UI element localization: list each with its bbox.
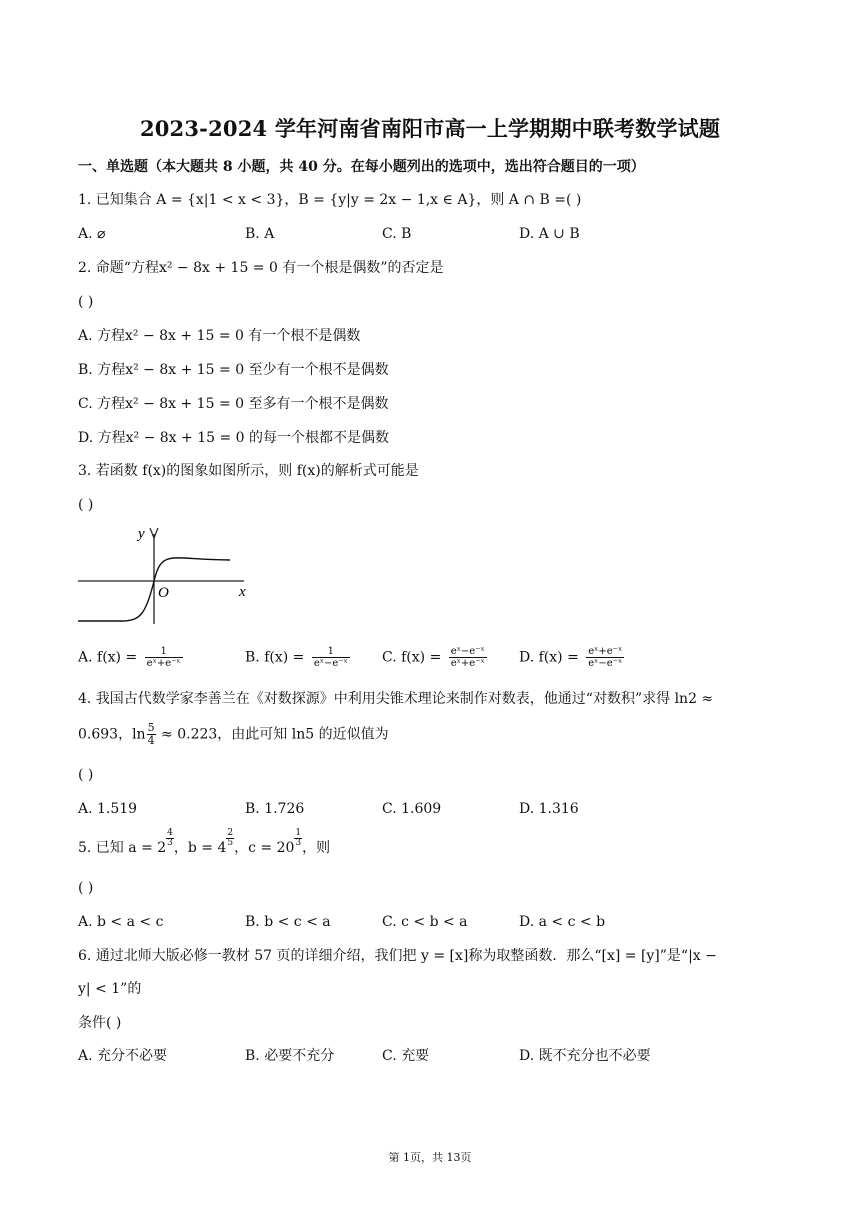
q5-expr-c-exp-num: 1 bbox=[295, 828, 302, 838]
q1-stem: 1. 已知集合 A = {x|1 < x < 3}，B = {y|y = 2x − 1,x ∈ A}，则 A ∩ B =( ) bbox=[78, 192, 582, 208]
q5-option-a: A. b < a < c bbox=[78, 914, 164, 930]
q3-option-c-label: C. f(x) = bbox=[382, 649, 442, 666]
q5-expr-b-exp-num: 2 bbox=[227, 828, 234, 838]
q5-expr-c-base: c = 20 bbox=[248, 840, 295, 856]
q4-stem-line2 bbox=[78, 722, 389, 747]
x-axis-label: x bbox=[239, 584, 246, 600]
q4-fraction-denominator: 4 bbox=[147, 734, 155, 747]
q3-option-d-numerator: eˣ+e⁻ˣ bbox=[588, 646, 623, 657]
q3-option-d-fraction bbox=[586, 646, 624, 669]
q4-stem-line2-end: ≈ 0.223，由此可知 ln5 的近似值为 bbox=[156, 726, 389, 743]
q3-option-c-fraction bbox=[449, 646, 487, 669]
q5-stem bbox=[78, 828, 331, 858]
q3-option-c bbox=[382, 646, 487, 669]
q6-option-d: D. 既不充分也不必要 bbox=[519, 1048, 651, 1064]
q3-option-d-label: D. f(x) = bbox=[519, 649, 579, 666]
q3-option-a bbox=[78, 646, 183, 669]
q5-expr-b-exponent bbox=[226, 829, 234, 848]
q4-option-b: B. 1.726 bbox=[245, 801, 305, 817]
q6-option-a: A. 充分不必要 bbox=[78, 1048, 168, 1064]
q5-expr-a-exp-den: 3 bbox=[167, 838, 173, 848]
q1-option-d: D. A ∪ B bbox=[519, 226, 580, 242]
q5-expr-b-exp-den: 5 bbox=[227, 838, 234, 848]
q3-option-a-numerator: 1 bbox=[145, 646, 183, 658]
q5-expr-a-base: a = 2 bbox=[128, 840, 167, 856]
q6-stem-line3: 条件( ) bbox=[78, 1015, 122, 1031]
q1-option-b: B. A bbox=[245, 226, 275, 242]
q3-option-d-denominator: eˣ−e⁻ˣ bbox=[588, 658, 623, 669]
page-footer: 第 1页，共 13页 bbox=[388, 1151, 472, 1164]
q3-function-graph bbox=[76, 524, 256, 628]
q3-option-a-denominator: eˣ+e⁻ˣ bbox=[146, 658, 181, 669]
origin-label: O bbox=[158, 585, 169, 601]
q3-option-b-label: B. f(x) = bbox=[245, 649, 305, 666]
q5-option-d: D. a < c < b bbox=[519, 914, 606, 930]
q5-expr-c-exp-den: 3 bbox=[295, 838, 302, 848]
q3-option-a-label: A. f(x) = bbox=[78, 649, 138, 666]
q2-option-d: D. 方程x² − 8x + 15 = 0 的每一个根都不是偶数 bbox=[78, 430, 390, 446]
q6-stem-line2: y| < 1”的 bbox=[78, 981, 142, 997]
q3-option-b bbox=[245, 646, 350, 669]
q3-option-c-numerator: eˣ−e⁻ˣ bbox=[450, 646, 485, 657]
q6-option-c: C. 充要 bbox=[382, 1048, 430, 1064]
q6-stem-line1: 6. 通过北师大版必修一教材 57 页的详细介绍，我们把 y = [x]称为取整函数．那么“[x] = [y]”是“|x − bbox=[78, 948, 717, 964]
q5-stem-start: 5. 已知 bbox=[78, 840, 129, 856]
q5-expr-b-base: b = 4 bbox=[187, 840, 227, 856]
q3-option-b-numerator: 1 bbox=[312, 646, 350, 658]
q5-option-b: B. b < c < a bbox=[245, 914, 331, 930]
q5-expr-a-exp-num: 4 bbox=[167, 828, 173, 838]
section-heading: 一、单选题（本大题共 8 小题，共 40 分。在每小题列出的选项中，选出符合题目的一项） bbox=[78, 159, 645, 175]
page-title: 2023-2024 学年河南省南阳市高一上学期期中联考数学试题 bbox=[139, 116, 721, 141]
q1-option-a: A. ⌀ bbox=[78, 226, 106, 242]
q4-stem-line2-start: 0.693，ln bbox=[78, 726, 146, 743]
q3-blank: ( ) bbox=[78, 497, 94, 513]
q4-fraction bbox=[147, 722, 156, 747]
q2-option-b: B. 方程x² − 8x + 15 = 0 至少有一个根不是偶数 bbox=[78, 362, 389, 378]
q6-option-b: B. 必要不充分 bbox=[245, 1048, 335, 1064]
q3-option-b-fraction bbox=[312, 646, 350, 669]
q4-option-d: D. 1.316 bbox=[519, 801, 579, 817]
q5-expr-a-exponent bbox=[166, 829, 174, 848]
y-axis-label: y bbox=[138, 526, 145, 542]
q4-stem-line1: 4. 我国古代数学家李善兰在《对数探源》中利用尖锥术理论来制作对数表，他通过“对数积”求得 ln2 ≈ bbox=[78, 691, 714, 707]
q1-option-c: C. B bbox=[382, 226, 412, 242]
y-axis-arrow bbox=[150, 528, 158, 538]
q5-expr-a-sep: ， bbox=[173, 840, 188, 856]
q5-expr-c-exponent bbox=[294, 829, 302, 848]
q5-blank: ( ) bbox=[78, 880, 94, 896]
q3-stem: 3. 若函数 f(x)的图象如图所示，则 f(x)的解析式可能是 bbox=[78, 463, 419, 479]
q2-stem: 2. 命题“方程x² − 8x + 15 = 0 有一个根是偶数”的否定是 bbox=[78, 260, 444, 276]
q5-expr-c-sep: ，则 bbox=[302, 840, 331, 856]
q4-blank: ( ) bbox=[78, 767, 94, 783]
q3-option-d bbox=[519, 646, 624, 669]
q3-option-a-fraction bbox=[145, 646, 183, 669]
q2-blank: ( ) bbox=[78, 294, 94, 310]
q3-option-c-denominator: eˣ+e⁻ˣ bbox=[450, 658, 485, 669]
q4-option-c: C. 1.609 bbox=[382, 801, 442, 817]
q4-option-a: A. 1.519 bbox=[78, 801, 138, 817]
q4-fraction-numerator: 5 bbox=[147, 721, 155, 734]
q5-expr-b-sep: ， bbox=[234, 840, 249, 856]
q3-option-b-denominator: eˣ−e⁻ˣ bbox=[313, 658, 348, 669]
q2-option-a: A. 方程x² − 8x + 15 = 0 有一个根不是偶数 bbox=[78, 328, 361, 344]
q5-option-c: C. c < b < a bbox=[382, 914, 468, 930]
q2-option-c: C. 方程x² − 8x + 15 = 0 至多有一个根不是偶数 bbox=[78, 396, 389, 412]
